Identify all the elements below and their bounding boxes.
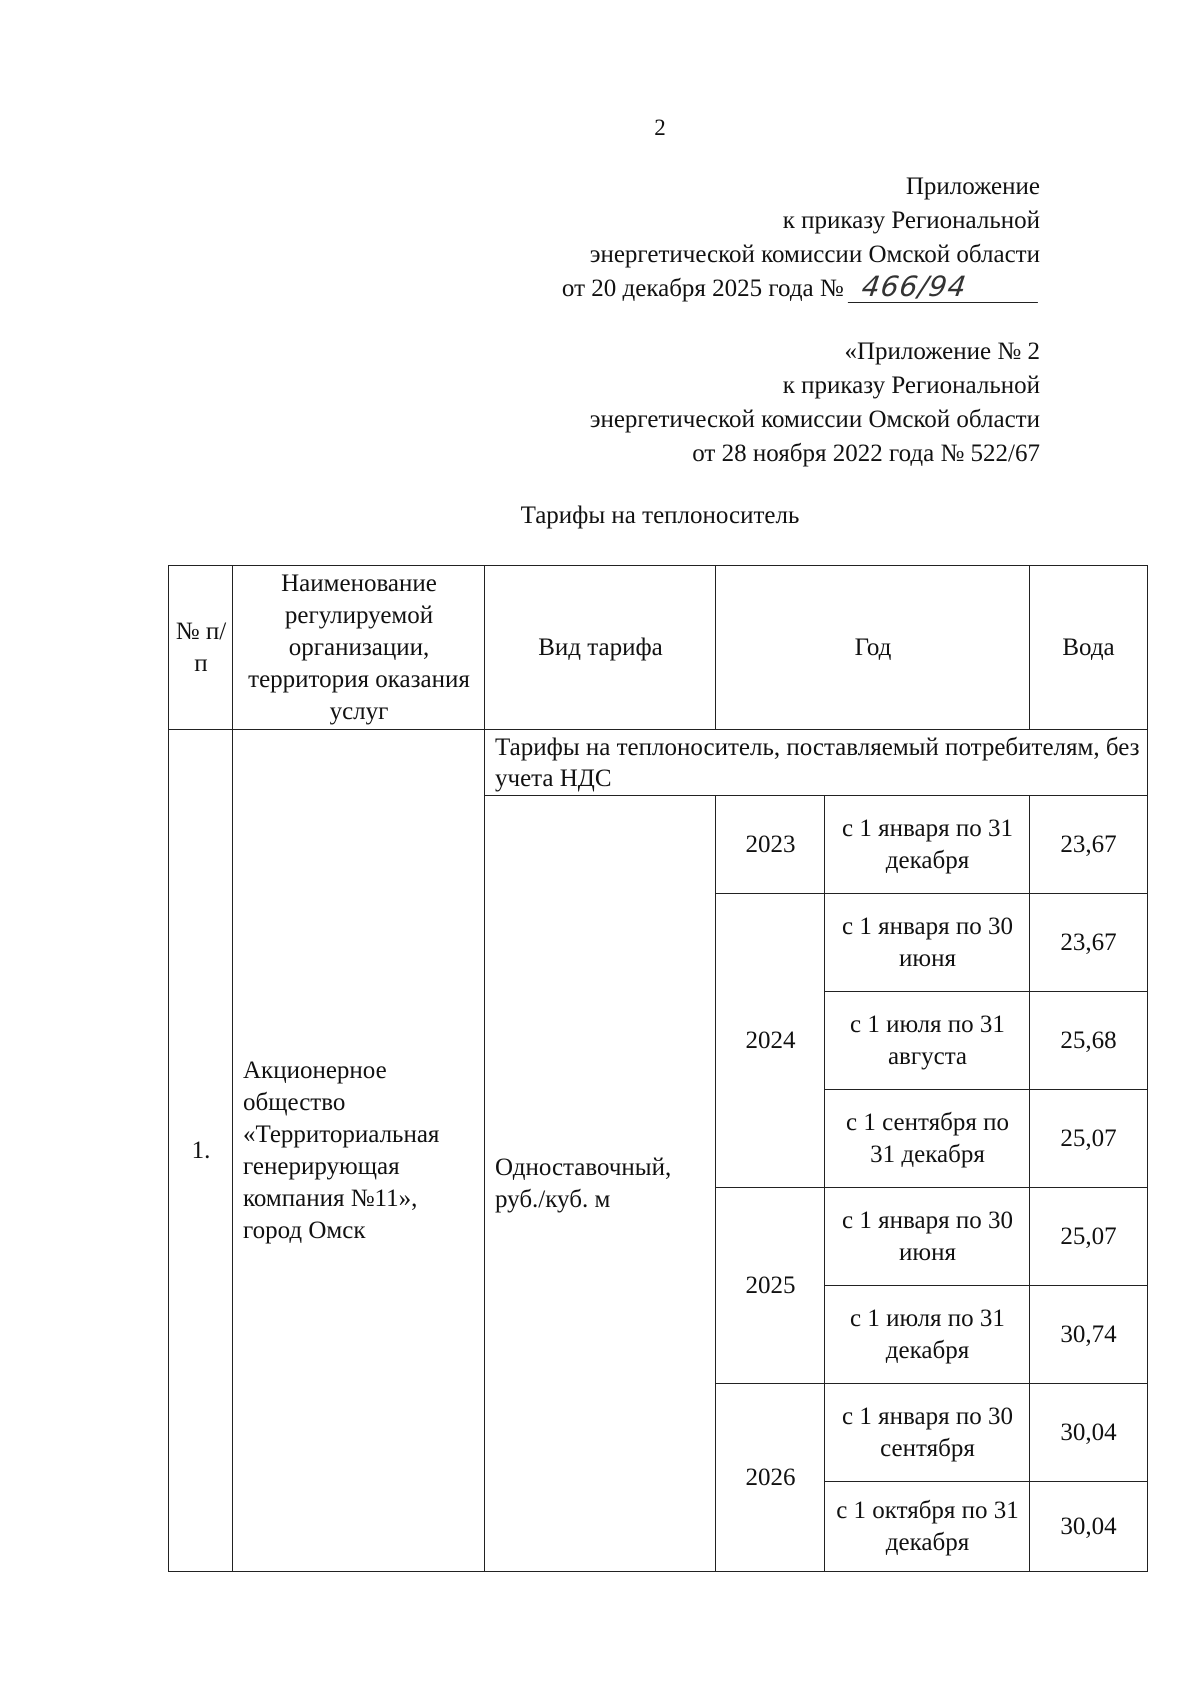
year-cell: 2023: [715, 795, 826, 895]
annex-header: [562, 170, 1040, 306]
period-cell: с 1 сентября по 31 декабря: [824, 1089, 1031, 1189]
section-title: Тарифы на теплоноситель, поставляемый потребителям, без учета НДС: [484, 729, 1148, 797]
row-number: 1.: [168, 729, 234, 1572]
period-cell: с 1 января по 31 декабря: [824, 795, 1031, 895]
annex-title: Приложение: [905, 173, 1040, 200]
annex-date: от 20 декабря 2025 года №: [561, 275, 844, 302]
year-cell: 2024: [715, 893, 826, 1189]
period-cell: с 1 октября по 31 декабря: [824, 1481, 1031, 1572]
previous-annex-title: «Приложение № 2: [844, 338, 1040, 365]
organization-name: Акционерное общество «Территориальная генерирующая компания №11», город Омск: [232, 729, 486, 1572]
year-cell: 2025: [715, 1187, 826, 1385]
annex-line: к приказу Региональной: [782, 207, 1040, 234]
header-year: Год: [715, 565, 1031, 731]
header-organization: Наименование регулируемой организации, территория оказания услуг: [232, 565, 486, 731]
water-value: 23,67: [1029, 795, 1148, 895]
water-value: 23,67: [1029, 893, 1148, 993]
water-value: 25,07: [1029, 1089, 1148, 1189]
water-value: 25,68: [1029, 991, 1148, 1091]
page-number: 2: [654, 115, 666, 140]
header-water: Вода: [1029, 565, 1148, 731]
water-value: 30,04: [1029, 1481, 1148, 1572]
previous-annex-header: [590, 335, 1040, 471]
previous-annex-date: от 28 ноября 2022 года № 522/67: [692, 440, 1040, 467]
previous-annex-line: к приказу Региональной: [782, 372, 1040, 399]
year-cell: 2026: [715, 1383, 826, 1572]
period-cell: с 1 января по 30 сентября: [824, 1383, 1031, 1483]
water-value: 25,07: [1029, 1187, 1148, 1287]
previous-annex-line: энергетической комиссии Омской области: [589, 406, 1040, 433]
annex-order-line: [562, 272, 1040, 306]
water-value: 30,04: [1029, 1383, 1148, 1483]
header-tariff-type: Вид тарифа: [484, 565, 717, 731]
handwritten-order-number: 466/94: [848, 272, 1042, 303]
period-cell: с 1 июля по 31 августа: [824, 991, 1031, 1091]
tariff-table: [168, 565, 1148, 1572]
period-cell: с 1 июля по 31 декабря: [824, 1285, 1031, 1385]
header-num: № п/п: [168, 565, 234, 731]
annex-line: энергетической комиссии Омской области: [589, 241, 1040, 268]
water-value: 30,74: [1029, 1285, 1148, 1385]
period-cell: с 1 января по 30 июня: [824, 1187, 1031, 1287]
period-cell: с 1 января по 30 июня: [824, 893, 1031, 993]
tariff-type: Одноставочный, руб./куб. м: [484, 795, 717, 1572]
document-title: Тарифы на теплоноситель: [520, 502, 800, 529]
